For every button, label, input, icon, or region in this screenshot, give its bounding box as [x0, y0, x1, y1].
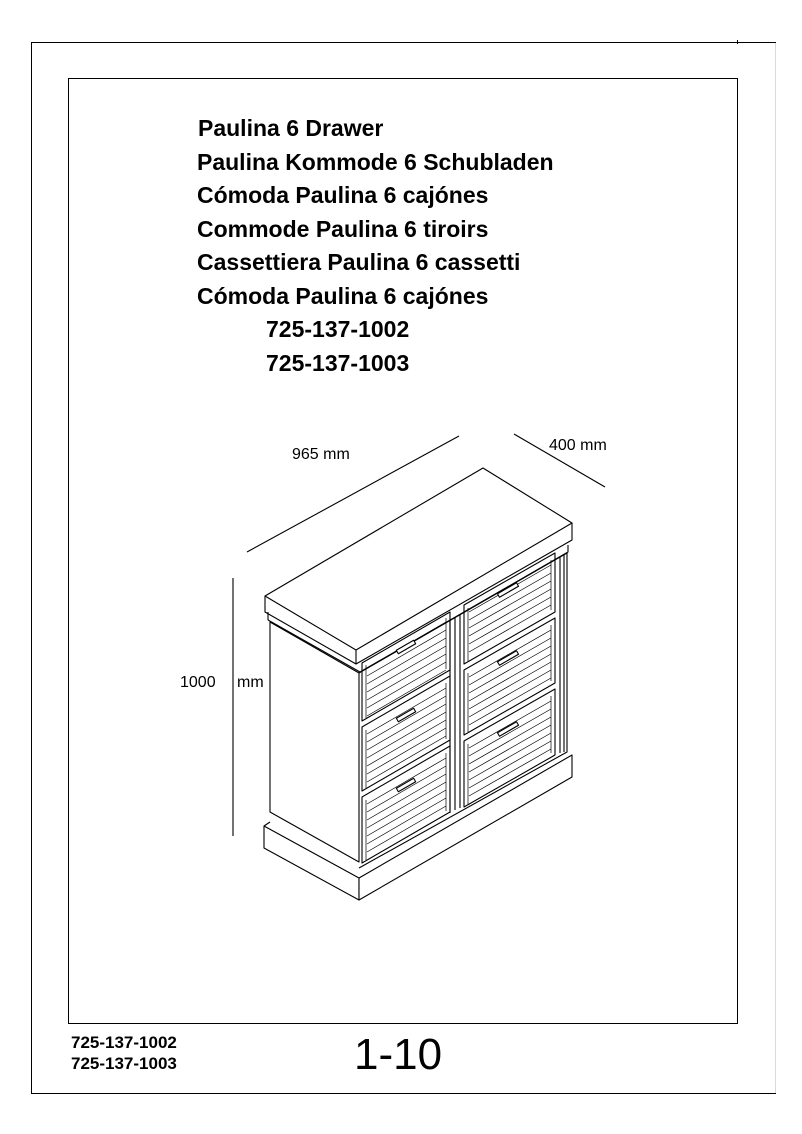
dresser-top: [265, 468, 572, 650]
depth-label: 400 mm: [549, 437, 607, 454]
title-french: Commode Paulina 6 tiroirs: [197, 215, 489, 242]
product-code-1: 725-137-1002: [266, 316, 410, 342]
right-drawers: [464, 553, 555, 807]
height-value-label: 1000: [180, 674, 216, 691]
title-spanish: Cómoda Paulina 6 cajónes: [197, 182, 489, 208]
height-unit-label: mm: [237, 674, 264, 691]
title-italian: Cassettiera Paulina 6 cassetti: [197, 249, 521, 275]
footer-code-2: 725-137-1003: [71, 1054, 177, 1073]
product-code-2: 725-137-1003: [266, 349, 410, 376]
title-german: Paulina Kommode 6 Schubladen: [197, 148, 554, 175]
handle-left-top: [396, 640, 415, 653]
width-label: 965 mm: [292, 446, 350, 463]
footer-code-1: 725-137-1002: [71, 1033, 177, 1052]
handle-right-bottom: [497, 722, 518, 736]
handle-right-top: [497, 583, 518, 597]
page-number: 1-10: [354, 1030, 443, 1079]
handle-right-middle: [497, 651, 518, 665]
left-drawers: [362, 612, 450, 863]
title-english: Paulina 6 Drawer: [198, 115, 384, 141]
footer-codes: [71, 1032, 177, 1074]
title-spanish-repeat: Cómoda Paulina 6 cajónes: [197, 282, 489, 309]
